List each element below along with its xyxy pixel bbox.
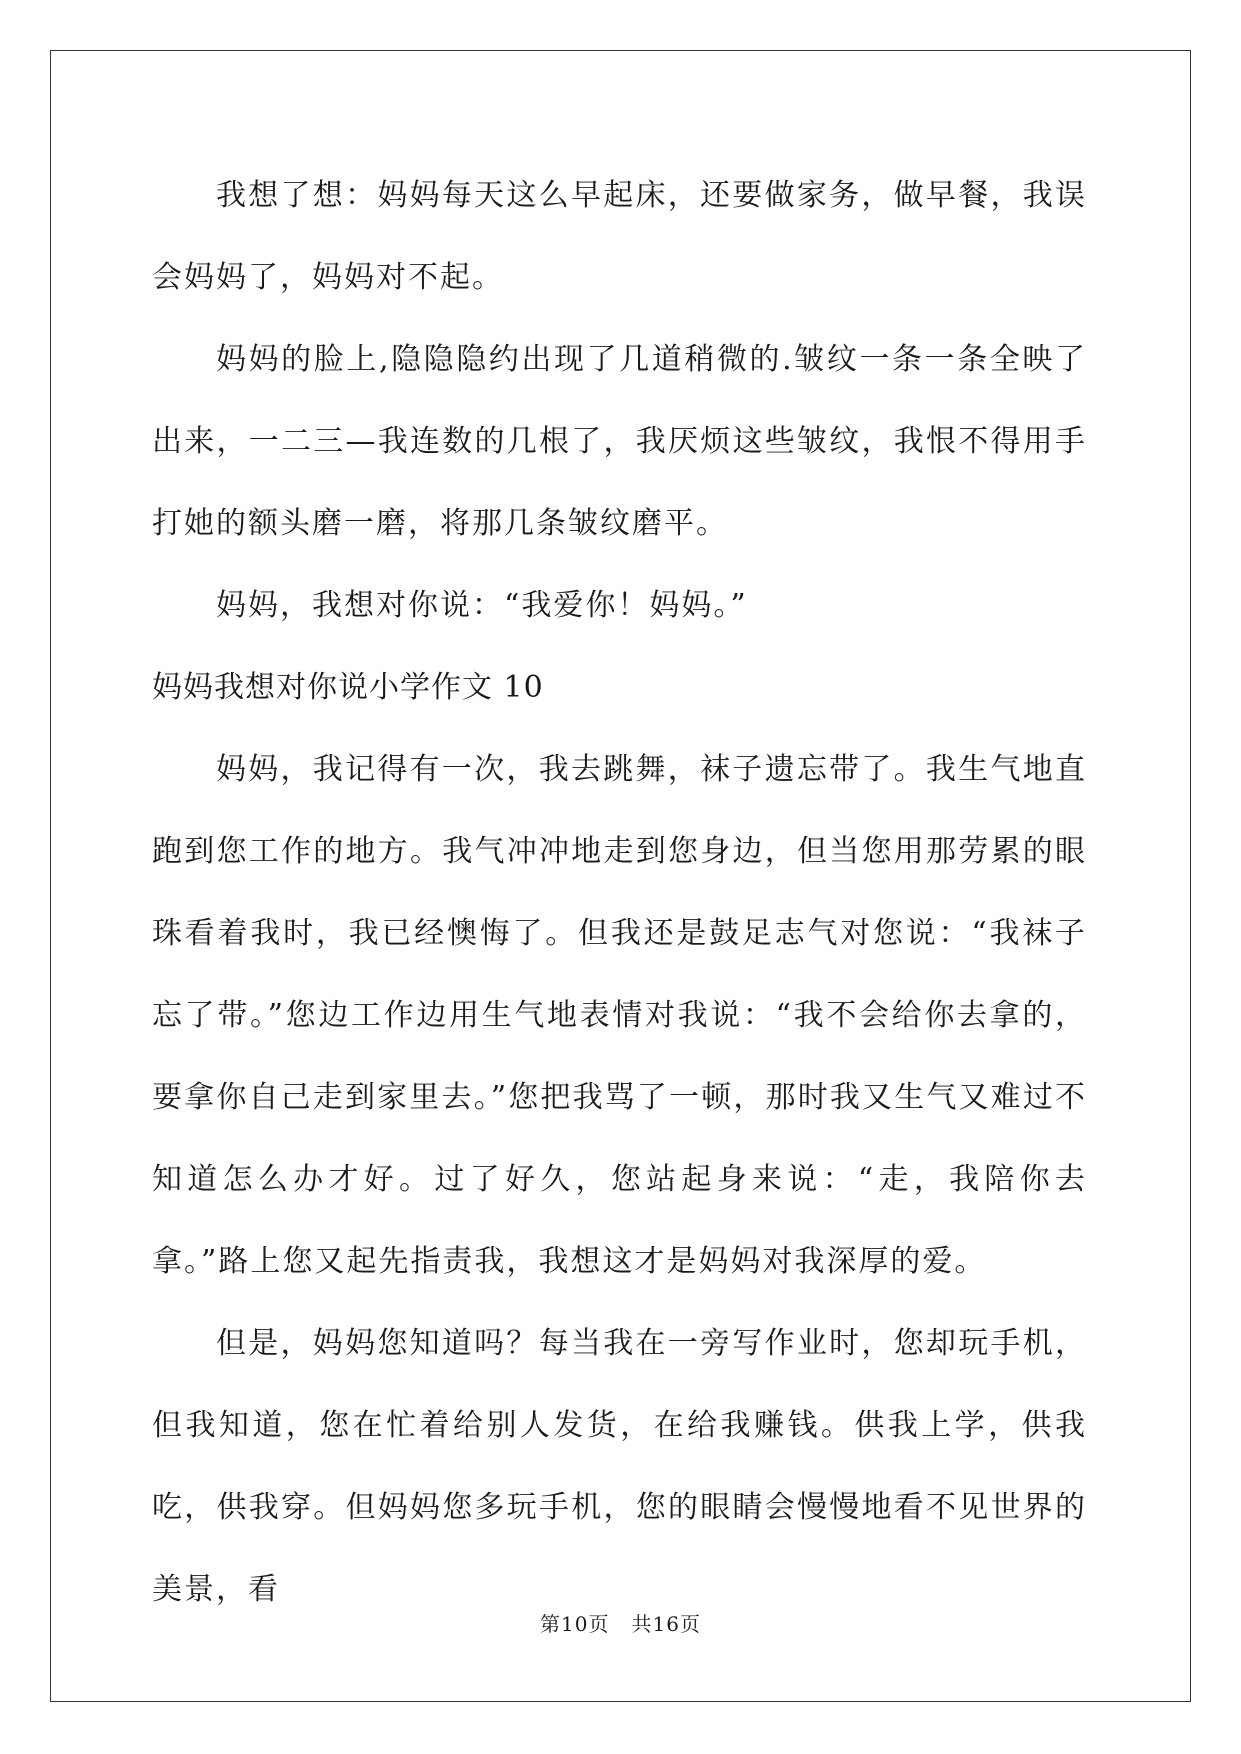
section-heading: 妈妈我想对你说小学作文 10 xyxy=(152,670,544,705)
page-footer xyxy=(0,1608,1241,1637)
paragraph-4: 妈妈，我记得有一次，我去跳舞，袜子遗忘带了。我生气地直跑到您工作的地方。我气冲冲地走到您身边，但当您用那劳累的眼珠看着我时，我已经懊悔了。但我还是鼓足志气对您说：“我袜子忘了带。”您边工作边用生气地表情对我说：“我不会给你去拿的，要拿你自己走到家里去。”您把我骂了一顿，那时我又生气又难过不知道怎么办才好。过了好久，您站起身来说：“走，我陪你去拿。”路上您又起先指责我，我想这才是妈妈对我深厚的爱。 xyxy=(152,752,1087,1279)
page-number: 第10页 xyxy=(540,1612,610,1636)
paragraph-2: 妈妈的脸上,隐隐隐约出现了几道稍微的.皱纹一条一条全映了出来，一二三—我连数的几根了，我厌烦这些皱纹，我恨不得用手打她的额头磨一磨，将那几条皱纹磨平。 xyxy=(152,342,1087,541)
page-total: 共16页 xyxy=(631,1612,701,1636)
paragraph-1: 我想了想：妈妈每天这么早起床，还要做家务，做早餐，我误会妈妈了，妈妈对不起。 xyxy=(152,178,1087,295)
document-body xyxy=(152,155,1087,1631)
paragraph-3: 妈妈，我想对你说：“我爱你！妈妈。” xyxy=(216,588,748,623)
paragraph-5: 但是，妈妈您知道吗？每当我在一旁写作业时，您却玩手机，但我知道，您在忙着给别人发货，在给我赚钱。供我上学，供我吃，供我穿。但妈妈您多玩手机，您的眼睛会慢慢地看不见世界的美景，看 xyxy=(152,1326,1087,1607)
